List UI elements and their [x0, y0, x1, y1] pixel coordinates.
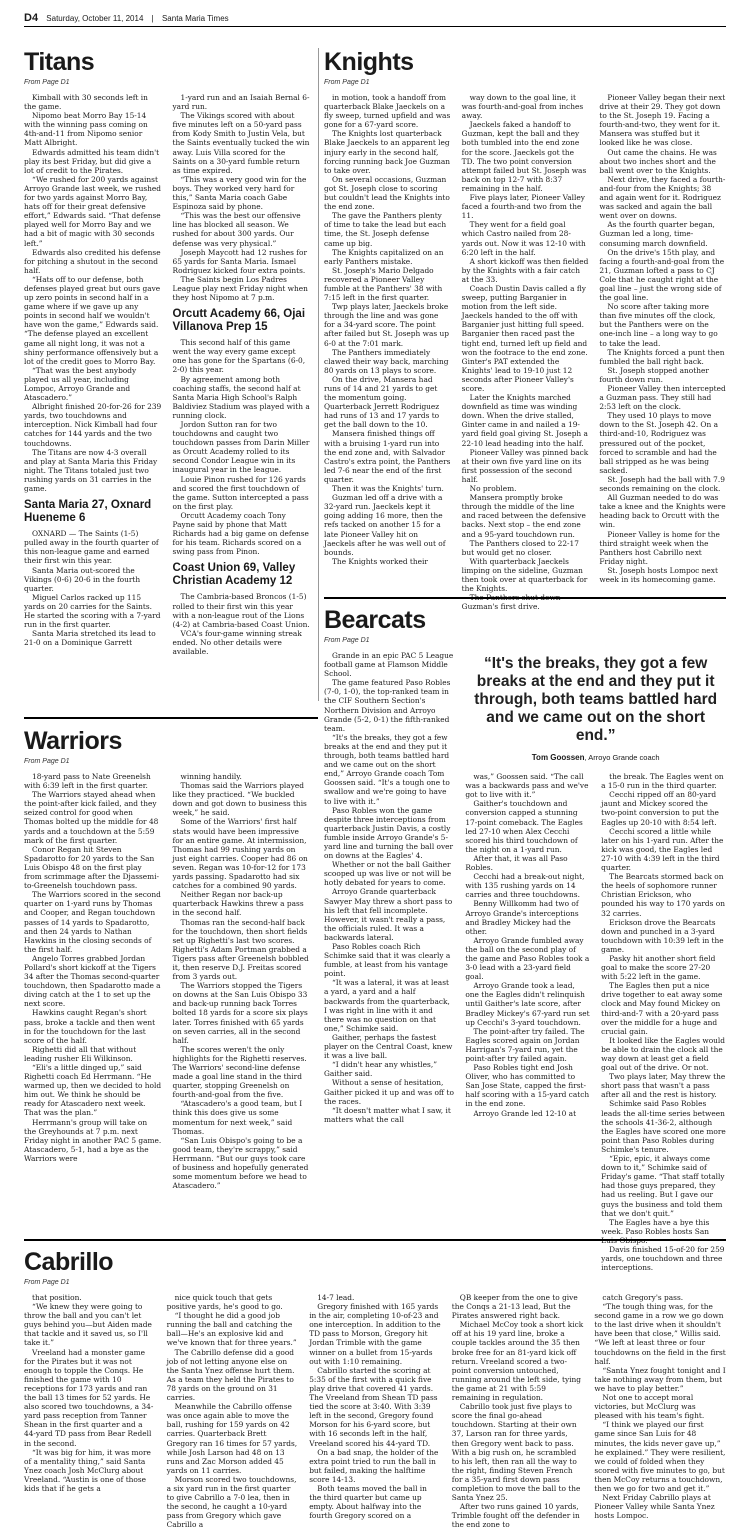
article-body [24, 529, 162, 647]
paragraph: “I think we played our first game since San Luis for 48 minutes, the kids never gave up,” he explained.” They were resilient, we could of folded when they scored with five minutes to go, but then McCoy returns a touchdown, then we go for two and get it.” [594, 1420, 726, 1493]
paragraph: On a bad snap, the holder of the extra point tried to run the ball in but failed, making the halftime score 14-13. [309, 1447, 439, 1484]
paragraph: Arroyo Grande fumbled away the ball on the second play of the game and Paso Robles took a 3-0 lead with a 23-yard field goal. [465, 935, 590, 982]
paragraph: Thomas ran the second-half back for the touchdown, then short fields set up Righetti's last two scores. Righetti's Adam Portman grabbed a Tigers pass after Greenelsh bobbled it, then reserve D.J. Freitas scored from 3 yards out. [172, 917, 309, 982]
paragraph: Guzman led off a drive with a 32-yard run. Jaeckels kept it going adding 16 more, then the refs tacked on another 15 for a late Pioneer Valley hit on Jaeckels after he was well out of bounds. [324, 493, 446, 557]
story-headline: Warriors [24, 727, 122, 755]
paragraph: “Hats off to our defense, both defenses played great but ours gave up zero points in second half in a game where if we gave up any points in second half we wouldn't have won the game,” Edwards said. “The defense played an excellent game all night long, it was not a shiny performance offensively but a lot of the credit goes to Morro Bay. [24, 274, 161, 366]
paragraph: Gaither, perhaps the fastest player on the Central Coast, knew it was a live ball. [324, 1032, 453, 1061]
paragraph: Arroyo Grande quarterback Sawyer May threw a short pass to his left that fell incomplete. However, it wasn't really a pass, the officials ruled. It was a backwards lateral. [324, 887, 453, 942]
paragraph: Pioneer Valley is home for the third straight week when the Panthers host Cabrillo next Friday night. [599, 529, 720, 566]
paragraph: Cabrillo took just five plays to score the final go-ahead touchdown. Starting at their own 37, Larson ran for three yards, then Gregory went back to pass. With a big rush on, he scrambled to his left, then ran all the way to the right, finding Steven French for a 35-yard first down pass completion to move the ball to the Santa Ynez 25. [451, 1402, 581, 1503]
jump-line: From Page D1 [24, 79, 70, 86]
paragraph: The Eagles then put a nice drive together to eat away some clock and May found Mickey on third-and-7 with a 20-yard pass over the middle for a huge and crucial gain. [601, 981, 723, 1036]
paragraph: Some of the Warriors' first half stats would have been impressive for an entire game. At intermission, Thomas had 99 rushing yards on just eight carries. Cooper had 86 on seven. Regan was 10-for-12 for 173 yards passing. Spadarotto had six catches for a combined 90 yards. [172, 817, 308, 891]
story-titans [24, 48, 310, 703]
paragraph: Neither Regan nor back-up quarterback Hawkins threw a pass in the second half. [172, 890, 304, 918]
paragraph: VCA's four-game winning streak ended. No other details were available. [172, 628, 302, 656]
paragraph: Jaeckels faked a handoff to Guzman, kept the ball and they both tumbled into the end zone for the score. Jaeckels got the TD. The two point conversion attempt failed but St. Joseph was back on top 12-7 with 8:37 remaining in the half. [461, 120, 587, 193]
section-rule [24, 717, 318, 719]
paragraph: The Cabrillo defense did a good job of not letting anyone else on the Santa Ynez offense hurt them. As a team they held the Pirates to 78 yards on the ground on 31 carries. [166, 1347, 295, 1403]
paragraph: Out came the chains. He was about two inches short and the ball went over to the Knights. [599, 147, 717, 175]
paragraph: Twp plays later, Jaeckels broke through the line and was gone for a 34-yard score. The point after failed but St. Joseph was up 6-0 at the 7:01 mark. [324, 302, 450, 348]
story-column [24, 772, 162, 1190]
paragraph: No problem. [469, 484, 517, 494]
paragraph: The Vikings scored with about five minutes left on a 50-yard pass from Kody Smith to Justin Vela, but the Saints eventually tucked the win away. Luis Villa scored for the Saints on a 30-yard fumble return as time expired. [172, 111, 310, 175]
paragraph: Coach Dustin Davis called a fly sweep, putting Barganier in motion from the left side. Jaeckels handed to the off with Barganier just hitting full speed. Barganier then raced past the tight end, turned left up field and won the footrace to the end zone. Ginter's PAT extended the Knights' lead to 19-10 just 12 seconds after Pioneer Valley's score. [461, 283, 588, 393]
paragraph: “Santa Ynez fought tonight and I take nothing away from them, but we have to play better.” [594, 1365, 726, 1393]
paragraph: nice quick touch that gets positive yards, he's good to go. [166, 1293, 283, 1312]
paragraph: Mansera finished things off with a bruising 1-yard run into the end zone and, with Salvador Castro's extra point, the Panthers led 7-6 near the end of the first quarter. [324, 429, 451, 484]
paragraph: Mansera promptly broke through the middle of the line and raced between the defensive backs. Next stop – the end zone and a 95-yard touchdown run. [461, 493, 586, 539]
story-headline: Titans [24, 48, 95, 76]
paragraph: “That was the best anybody played us all year, including Lompoc, Arroyo Grande and Atascadero.” [24, 365, 137, 403]
paragraph: The game featured Paso Robles (7-0, 1-0), the top-ranked team in the CIF Southern Section's Northern Division and Arroyo Grande (5-2, 0-1) the fifth-ranked team. [324, 678, 451, 733]
paragraph: The Knights forced a punt then fumbled the ball right back. [599, 347, 725, 366]
paragraph: “It was a lateral, it was at least a yard, a yard and a half backwards from the quarterback, I was right in line with it and there was no question on that one,” Schimke said. [324, 978, 450, 1033]
paragraph: Grande in an epic PAC 5 League football game at Flamson Middle School. [324, 651, 454, 679]
story-column [24, 1293, 156, 1529]
jump-line: From Page D1 [24, 758, 70, 765]
paragraph: The Warriors scored in the second quarter on 1-yard runs by Thomas and Cooper, and Regan touchdown passes of 14 yards to Spadarotto, and then 24 yards to Nathan Hawkins in the closing seconds of the first half. [24, 890, 161, 954]
paragraph: Later the Knights marched downfield as time was winding down. When the drive stalled, Ginter came in and nailed a 19-yard field goal giving St. Joseph a 22-10 lead heading into the half. [461, 393, 588, 448]
paragraph: Pasky hit another short field goal to make the score 27-20 with 5:22 left in the game. [601, 953, 716, 982]
paragraph: The Panthers immediately clawed their way back, marching 80 yards on 13 plays to score. [324, 347, 449, 375]
paragraph: Next Friday Cabrillo plays at Pioneer Valley while Santa Ynez hosts Lompoc. [594, 1493, 715, 1521]
paragraph: Orcutt Academy coach Tony Payne said by phone that Matt Richards had a big game on defense for his team. Richards scored on a swing pass from Pinon. [172, 510, 309, 557]
paragraph: St. Joseph hosts Lompoc next week in its homecoming game. [599, 565, 718, 584]
paragraph: Jordon Sutton ran for two touchdowns and caught two touchdown passes from Darin Miller as Orcutt Academy rolled to its second Condor League win in its inaugural year in the league. [172, 420, 310, 475]
paragraph: catch Gregory's pass. [602, 1293, 684, 1302]
paragraph: was,” Goossen said. “The call was a backwards pass and we've got to live with it.” [465, 772, 589, 800]
paragraph: Pioneer Valley began their next drive at their 29. They got down to the St. Joseph 19. Facing a fourth-and-two, they went for it. Mansera was stuffed but it looked like he was close. [599, 93, 726, 148]
folio-date: Saturday, October 11, 2014 [46, 14, 144, 23]
paragraph: Vreeland had a monster game for the Pirates but it was not enough to topple the Conqs. He finished the game with 10 receptions for 173 yards and ran the ball 13 times for 52 yards. He also scored two touchdowns, a 34-yard pass reception from Tanner Shean in the first quarter and a 44-yard TD pass from Bear Redell in the second. [24, 1347, 154, 1448]
paragraph: Angelo Torres grabbed Jordan Pollard's short kickoff at the Tigers 34 after the Thomas second-quarter touchdown, then Spadarotto made a diving catch at the 1 to set up the next score. [24, 953, 161, 1009]
story-column [173, 93, 311, 656]
paragraph: St. Joseph's Mario Delgado recovered a Pioneer Valley fumble at the Panthers' 38 with 7:15 left in the first quarter. [324, 265, 443, 303]
story-headline: Bearcats [324, 606, 426, 634]
paragraph: No score after taking more than five minutes off the clock, but the Panthers were on the one-inch line – a long way to go to take the lead. [599, 302, 718, 348]
paragraph: The point-after try failed. The Eagles scored again on Jordan Harrigan's 7-yard run, yet the point-after try failed again. [465, 1026, 585, 1063]
paragraph: After two runs gained 10 yards, Trimble fought off the defender in the end zone to [451, 1502, 580, 1530]
paragraph: Davis finished 15-of-20 for 259 yards, one touchdown and three interceptions. [601, 1244, 725, 1273]
story-cabrillo [24, 1248, 726, 1528]
paragraph: After that, it was all Paso Robles. [465, 853, 568, 873]
page-number: D4 [24, 12, 39, 24]
paragraph: They used 10 plays to move down to the St. Joseph 42. On a third-and-10, Rodriguez was pressured out of the pocket, forced to scramble and had the ball stripped as he was being sacked. [599, 411, 719, 475]
paragraph: Pioneer Valley then intercepted a Guzman pass. They still had 2:53 left on the clock. [599, 384, 726, 412]
paragraph: With quarterback Jaeckels limping on the sideline, Guzman then took over at quarterback for the Knights. [461, 556, 588, 594]
paragraph: “Atascadero's a good team, but I think this does give us some momentum for next week,” said Thomas. [172, 1099, 303, 1136]
paragraph: Nipomo beat Morro Bay 15-14 with the winning pass coming on 4th-and-11 from Nipomo senior Matt Albright. [24, 111, 148, 148]
paragraph: “This was a very good win for the boys. They worked very hard for this,” Santa Maria coach Gabe Espinoza said by phone. [172, 174, 307, 212]
paragraph: The Bearcats stormed back on the heels of sophomore runner Christian Erickson, who pounded his way to 170 yards on 32 carries. [601, 872, 726, 918]
paragraph: Meanwhile the Cabrillo offense was once again able to move the ball, rushing for 159 yards on 42 carries. Quarterback Brett Gregory ran 16 times for 57 yards, while Josh Larson had 48 on 13 runs and Zac Morson added 45 yards on 11 carries. [166, 1402, 298, 1475]
story-headline: Cabrillo [24, 1248, 114, 1276]
paragraph: “I thought he did a good job running the ball and catching the ball—He's an explosive kid and we've known that for three years.” [166, 1311, 297, 1348]
paragraph: Without a sense of hesitation, Gaither picked it up and was off to the races. [324, 1078, 454, 1106]
story-column [465, 772, 590, 1272]
paragraph: Then it was the Knights' turn. [332, 484, 444, 494]
article-body [173, 592, 311, 656]
paragraph: “It doesn't matter what I saw, it matters what the call [324, 1105, 451, 1124]
paragraph: Herrmann's group will take on the Greyhounds at 7 p.m. next Friday night in another PAC 5 game. Atascadero, 5-1, had a bye as the Warriors were [24, 1117, 162, 1163]
paragraph: St. Joseph had the ball with 7.9 seconds remaining on the clock. [599, 474, 725, 494]
pull-quote-role: , Arroyo Grande coach [584, 753, 660, 762]
paragraph: “San Luis Obispo's going to be a good team, they're scrappy,” said Herrmann. “But our guys took care of business and hopefully generated some momentum before we head to Atascadero.” [172, 1135, 309, 1191]
paragraph: the break. The Eagles went on a 15-0 run in the third quarter. [601, 772, 724, 791]
paragraph: Paso Robles coach Rich Schimke said that it was clearly a fumble, at least from his vantage point. [324, 942, 451, 979]
paragraph: Next drive, they faced a fourth-and-four from the Knights; 38 and again went for it. Rodriguez was sacked and again the ball went over on downs. [599, 174, 726, 221]
paragraph: QB keeper from the one to give the Conqs a 21-13 lead, But the Pirates answered right back. [451, 1293, 578, 1321]
subhead: Orcutt Academy 66, Ojai Villanova Prep 15 [172, 308, 306, 334]
paragraph: Pioneer Valley was pinned back at their own five yard line on its first possession of the second half. [461, 447, 589, 484]
paragraph: By agreement among both coaching staffs, the second half at Santa Maria High School's Ralph Baldiviez Stadium was played with a running clock. [172, 374, 310, 420]
jump-line: From Page D1 [324, 637, 370, 644]
paragraph: Conor Regan hit Steven Spadarotto for 20 yards to the San Luis Obispo 48 on the first play from scrimmage after the Djassemi-to-Greenelsh touchdown pass. [24, 844, 160, 891]
paragraph: Edwards admitted his team didn't play its best Friday, but did give a lot of credit to the Pirates. [24, 147, 160, 175]
story-column [324, 651, 454, 1272]
paragraph: Michael McCoy took a short kick off at his 19 yard line, broke a couple tackles around the 35 then broke free for an 81-yard kick off return. Vreeland scored a two-point conversion untouched, running around the left side, tying the game at 21 with 5:59 remaining in regulation. [451, 1320, 584, 1403]
pull-quote-attribution [469, 753, 722, 762]
paragraph: Paso Robles tight end Josh Oliver, who has committed to San Jose State, capped the first-half scoring with a 15-yard catch in the end zone. [465, 1063, 590, 1109]
paragraph: in motion, took a handoff from quarterback Blake Jaeckels on a fly sweep, turned upfield and was gone for a 67-yard score. [324, 93, 451, 130]
paragraph: “This was the best our offensive line has blocked all season. We rushed for about 300 yards. Our defense was very physical.” [172, 211, 301, 248]
paragraph: Whether or not the ball Gaither scooped up was live or not will be hotly debated for years to come. [324, 860, 452, 888]
paragraph: “Epic, epic, it always come down to it,” Schimke said of Friday's game. “That staff totally had those guys prepared, they had us reeling. But I gave our guys the business and told them that we don't quit.” [601, 1154, 725, 1218]
paragraph: Kimball with 30 seconds left in the game. [24, 93, 148, 112]
paragraph: Santa Maria stretched its lead to 21-0 on a Dominique Garrett [24, 629, 156, 648]
paragraph: Schimke said Paso Robles leads the all-time series between the schools 41-36-2, although the Eagles have scored one more point than Paso Robles during Schimke's tenure. [601, 1099, 726, 1154]
jump-line: From Page D1 [324, 79, 370, 86]
paragraph: OXNARD — The Saints (1-5) pulled away in the fourth quarter of this non-league game and earned their first win this year. [24, 529, 159, 566]
story-column [599, 93, 726, 611]
paragraph: On the drive's 15th play, and facing a fourth-and-goal from the 21, Guzman lofted a pass to CJ Cole that he caught right at the goal line – just the wrong side of the goal line. [599, 247, 725, 303]
section-rule [324, 597, 726, 599]
paragraph: 14-7 lead. [317, 1293, 355, 1302]
paragraph: Not one to accept moral victories, but McClurg was pleased with his team's fight. [594, 1393, 705, 1421]
paragraph: Morson scored two touchdowns, a six yard run in the first quarter to give Cabrillo a 7-0 lea, then in the second, he caught a 10-yard pass from Gregory which gave Cabrillo a [166, 1474, 297, 1530]
pull-quote-text: “It's the breaks, they got a few breaks at the end and they put it through, both teams battled hard and we came out on the short end.” [474, 655, 718, 744]
paragraph: Gregory finished with 165 yards in the air, completing 10-of-23 and one interception. In addition to the TD pass to Morson, Gregory hit Jordan Trimble with the game winner on a bullet from 15-yards out with 1:10 remaining. [309, 1302, 441, 1366]
paragraph: Cecchi had a break-out night, with 135 rushing yards on 14 carries and three touchdowns. [465, 872, 585, 900]
paragraph: The Eagles have a bye this week. Paso Robles hosts San Luis Obispo. [601, 1217, 710, 1245]
paragraph: Arroyo Grande took a lead, one the Eagles didn't relinquish until Gaither's late score, after Bradley Mickey's 67-yard run set up Cecchi's 3-yard touchdown. [465, 981, 590, 1027]
paragraph: Paso Robles won the game despite three interceptions from quarterback Justin Davis, a costly fumble inside Arroyo Grande's 5-yard line and turning the ball over on downs at the Eagles' 4. [324, 805, 454, 861]
paragraph: The Knights capitalized on an early Panthers mistake. [324, 247, 444, 266]
story-column [167, 1293, 299, 1529]
paragraph: Erickson drove the Bearcats down and punched in a 3-yard touchdown with 10:39 left in the game. [601, 917, 724, 954]
paragraph: “It's the breaks, they got a few breaks at the end and they put it through, both teams battled hard and we came out on the short end,” Arroyo Grande coach Tom Goossen said. “It's a tough one to swallow and we're going to have to live with it.” [324, 732, 450, 806]
paragraph: Edwards also credited his defense for pitching a shutout in the second half. [24, 247, 161, 275]
paragraph: As the fourth quarter began, Guzman led a long, time-consuming march downfield. [599, 220, 715, 248]
paragraph: “The tough thing was, for the second game in a row we go down to the last drive when it shouldn't have been that close,” Willis said. “We left at least three or four touchdowns on the field in the first half. [594, 1302, 726, 1366]
subhead: Santa Maria 27, Oxnard Hueneme 6 [24, 499, 152, 525]
paragraph: Louie Pinon rushed for 126 yards and scored the first touchdown of the game. Sutton intercepted a pass on the first play. [172, 474, 309, 511]
story-column [173, 772, 311, 1190]
article-body [173, 338, 311, 556]
story-warriors [24, 727, 310, 1227]
paragraph: A short kickoff was then fielded by the Knights with a fair catch at the 33. [461, 256, 589, 284]
paragraph: winning handily. [180, 772, 242, 781]
paragraph: “We knew they were going to throw the ball and you can't let guys behind you—but Aiden made that tackle and it saved us, so I'll take it.” [24, 1302, 152, 1348]
article-body [24, 93, 162, 493]
story-bearcats [324, 606, 726, 1273]
paragraph: Miguel Carlos racked up 115 yards on 20 carries for the Saints. He started the scoring with a 7-yard run in the first quarter. [24, 592, 161, 630]
paragraph: The scores weren't the only highlights for the Righetti reserves. The Warriors' second-line defense made a goal line stand in the third quarter, stopping Greenelsh on fourth-and-goal from the five. [172, 1044, 307, 1100]
paragraph: 18-yard pass to Nate Greenelsh with 6:39 left in the first quarter. [24, 772, 151, 791]
paragraph: This second half of this game went the way every game except one has gone for the Spartans (6-0, 2-0) this year. [172, 338, 306, 375]
jump-line: From Page D1 [24, 1279, 70, 1286]
paragraph: All Guzman needed to do was take a knee and the Knights were heading back to Orcutt with the win. [599, 493, 726, 530]
paragraph: The Saints begin Los Padres League play next Friday night when they host Nipomo at 7 p.m. [172, 274, 308, 303]
paragraph: Both teams moved the ball in the third quarter but came up empty. About halfway into the fourth Gregory scored on a [309, 1483, 427, 1521]
story-column [324, 93, 451, 611]
paragraph: way down to the goal line, it was fourth-and-goal from inches away. [461, 93, 584, 121]
story-column [594, 1293, 726, 1529]
paragraph: The Warriors stopped the Tigers on downs at the San Luis Obispo 33 and back-up running back Torres bolted 18 yards for a score six plays later. Torres finished with 65 yards on seven carries, all in the second half. [172, 981, 308, 1045]
pull-quote-name: Tom Goossen [531, 753, 585, 762]
paragraph: Santa Maria out-scored the Vikings (0-6) 20-6 in the fourth quarter. [24, 565, 141, 593]
page-folio [24, 12, 726, 27]
paragraph: Arroyo Grande led 12-10 at [473, 1108, 577, 1118]
story-column-wide [465, 651, 726, 1272]
paragraph: The Knights worked their [332, 556, 428, 566]
paragraph: that position. [32, 1293, 82, 1302]
paragraph: The gave the Panthers plenty of time to take the lead but each time, the St. Joseph defense came up big. [324, 211, 447, 248]
paragraph: Two plays later, May threw the short pass that wasn't a pass after all and the rest is history. [601, 1072, 726, 1100]
paragraph: Gaither's touchdown and conversion capped a stunning 17-point comeback. The Eagles led 27-10 when Alex Cecchi scored his third touchdown of the night on a 1-yard run. [465, 799, 583, 854]
subhead: Coast Union 69, Valley Christian Academy 12 [172, 562, 296, 588]
paragraph: Albright finished 20-for-26 for 239 yards, two touchdowns and interception. Nick Kimball had four catches for 144 yards and the two touchdowns. [24, 402, 162, 448]
paragraph: They went for a field goal which Castro nailed from 28-yards out. Now it was 12-10 with 6:20 left in the half. [461, 220, 586, 257]
story-column [24, 93, 162, 656]
story-column [309, 1293, 441, 1529]
article-body [173, 93, 311, 302]
paragraph: On the drive, Mansera had runs of 14 and 21 yards to get the momentum going. Quarterback Jerrett Rodriguez had runs of 13 and 17 yards to get the ball down to the 10. [324, 374, 440, 430]
paragraph: Five plays later, Pioneer Valley faced a fourth-and two from the 11. [461, 193, 585, 221]
paragraph: Thomas said the Warriors played like they practiced. “We buckled down and got down to business this week,” he said. [172, 781, 307, 818]
paragraph: It looked like the Eagles would be able to drain the clock all the way down at least get a field goal out of the drive. Or not. [601, 1035, 726, 1073]
pull-quote [465, 651, 726, 772]
paragraph: Joseph Maycott had 12 rushes for 65 yards for Santa Maria. Ismael Rodriguez kicked four extra points. [172, 247, 308, 275]
story-headline: Knights [324, 48, 414, 76]
paragraph: “I didn't hear any whistles,” Gaither said. [324, 1060, 437, 1079]
paragraph: The Cambria-based Broncos (1-5) rolled to their first win this year with a non-league rout of the Lions (4-2) at Cambria-based Coast Union. [172, 592, 310, 629]
paragraph: “Eli's a little dinged up,” said Righetti coach Ed Herrmann. “He warmed up, then we decided to hold him out. We think he should be ready for Atascadero next week. That was the plan.” [24, 1063, 162, 1118]
paragraph: “We rushed for 200 yards against Arroyo Grande last week, we rushed for two yards against Morro Bay, hats off for their great defensive effort,” Edwards said. “That defense played well for Morro Bay and we had a bit of magic with 30 seconds left.” [24, 174, 162, 248]
paragraph: The Panthers closed to 22-17 but would get no closer. [461, 538, 579, 557]
paragraph: On several occasions, Guzman got St. Joseph close to scoring but couldn't lead the Knights into the end zone. [324, 174, 450, 212]
paragraph: Righetti did all that without leading rusher Eli Wilkinson. [24, 1044, 137, 1063]
folio-separator: | [151, 14, 154, 23]
paragraph: St. Joseph stopped another fourth down run. [599, 365, 709, 384]
section-rule [24, 1239, 726, 1241]
paragraph: Cabrillo started the scoring at 5:35 of the first with a quick five play drive that covered 41 yards. The Vreeland from Shean TD pass tied the score at 3:40. With 3:39 left in the second, Gregory found Morson for his 6-yard score, but with 16 seconds left in the half, Vreeland scored his 44-yard TD. [309, 1365, 438, 1448]
paragraph: Benny Willkomm had two of Arroyo Grande's interceptions and Bradley Mickey had the other. [465, 899, 579, 936]
paragraph: The Warriors stayed ahead when the point-after kick failed, and they seized control for good when Thomas bolted up the middle for 48 yards and a touchdown at the 5:59 mark of the first quarter. [24, 790, 159, 845]
story-column [601, 772, 726, 1272]
paragraph: Hawkins caught Regan's short pass, broke a tackle and then went in for the touchdown for the last score of the half. [24, 1008, 156, 1045]
story-column [452, 1293, 584, 1529]
paragraph: The Panthers shut down Guzman's first drive. [461, 593, 561, 612]
paragraph: 1-yard run and an Isaiah Bernal 6-yard run. [172, 93, 310, 112]
story-column [462, 93, 589, 611]
paragraph: “It was big for him, it was more of a mentality thing,” said Santa Ynez coach Josh McClurg about Vreeland. “Austin is one of those kids that if he gets a [24, 1447, 151, 1493]
paragraph: Cecchi scored a little while later on his 1-yard run. After the kick was good, the Eagles led 27-10 with 4:39 left in the third quarter. [601, 826, 724, 873]
paragraph: The Knights lost quarterback Blake Jaeckels to an apparent leg injury early in the second half, forcing running back Joe Guzman to take over. [324, 129, 451, 175]
paragraph: Cecchi ripped off an 80-yard jaunt and Mickey scored the two-point conversion to put the Eagles up 20-10 with 8:54 left. [601, 790, 719, 827]
column-rule [318, 48, 319, 701]
folio-paper: Santa Maria Times [161, 14, 229, 23]
paragraph: The Titans are now 4-3 overall and play at Santa Maria this Friday night. The Titans totaled just two rushing yards on 31 carries in the game. [24, 447, 158, 494]
story-knights [324, 48, 726, 612]
